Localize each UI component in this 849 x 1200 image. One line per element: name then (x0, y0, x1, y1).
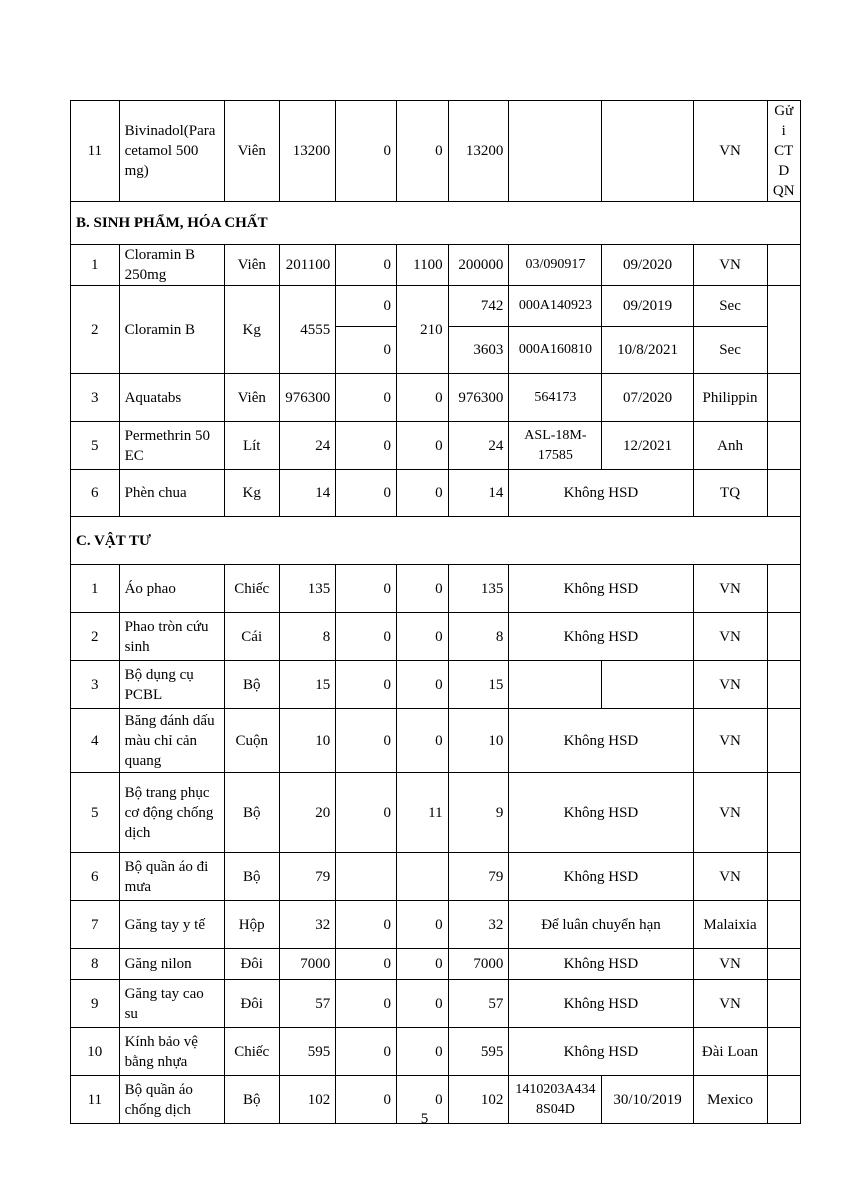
cell-name: Áo phao (119, 565, 224, 613)
cell-d: 10 (448, 709, 509, 773)
cell-d: 976300 (448, 374, 509, 422)
cell-stt: 11 (71, 101, 120, 202)
table-row (71, 661, 801, 709)
cell-expiry: Không HSD (509, 470, 693, 517)
cell-c: 0 (396, 1028, 448, 1076)
cell-origin: Malaixia (693, 901, 767, 949)
cell-note (767, 286, 801, 374)
cell-c: 0 (396, 661, 448, 709)
cell-name: Bộ quần áo đi mưa (119, 853, 224, 901)
cell-d: 57 (448, 980, 509, 1028)
cell-note: Gửi CTD QN (767, 101, 801, 202)
cell-c: 0 (396, 709, 448, 773)
table-row (71, 613, 801, 661)
cell-note (767, 422, 801, 470)
cell-d: 13200 (448, 101, 509, 202)
cell-note (767, 980, 801, 1028)
cell-e: 000A160810 (509, 327, 602, 374)
cell-stt: 3 (71, 661, 120, 709)
cell-b (336, 853, 397, 901)
cell-stt: 3 (71, 374, 120, 422)
cell-f: 09/2020 (602, 245, 693, 286)
cell-unit: Cái (224, 613, 279, 661)
cell-a: 20 (279, 773, 336, 853)
cell-e (509, 101, 602, 202)
cell-a: 976300 (279, 374, 336, 422)
cell-c: 0 (396, 949, 448, 980)
cell-stt: 9 (71, 980, 120, 1028)
cell-stt: 1 (71, 245, 120, 286)
cell-unit: Bộ (224, 853, 279, 901)
cell-stt: 7 (71, 901, 120, 949)
cell-stt: 10 (71, 1028, 120, 1076)
cell-expiry: Không HSD (509, 565, 693, 613)
cell-d: 15 (448, 661, 509, 709)
cell-a: 7000 (279, 949, 336, 980)
cell-expiry: Không HSD (509, 613, 693, 661)
cell-origin: VN (693, 980, 767, 1028)
section-header-row (71, 202, 801, 245)
cell-d: 24 (448, 422, 509, 470)
section-header-row (71, 517, 801, 565)
cell-unit: Viên (224, 374, 279, 422)
cell-name: Phao tròn cứu sinh (119, 613, 224, 661)
cell-unit: Lít (224, 422, 279, 470)
cell-origin: VN (693, 709, 767, 773)
cell-name: Bộ quần áo chống dịch (119, 1076, 224, 1124)
cell-expiry: Không HSD (509, 980, 693, 1028)
cell-a: 201100 (279, 245, 336, 286)
cell-d: 742 (448, 286, 509, 327)
table-row (71, 1028, 801, 1076)
cell-expiry: Không HSD (509, 949, 693, 980)
cell-a: 57 (279, 980, 336, 1028)
table-row (71, 949, 801, 980)
cell-a: 8 (279, 613, 336, 661)
cell-c (396, 853, 448, 901)
cell-name: Găng tay cao su (119, 980, 224, 1028)
cell-expiry: Không HSD (509, 853, 693, 901)
cell-origin: VN (693, 853, 767, 901)
cell-unit: Kg (224, 470, 279, 517)
cell-f: 10/8/2021 (602, 327, 693, 374)
cell-note (767, 613, 801, 661)
cell-a: 595 (279, 1028, 336, 1076)
cell-b: 0 (336, 709, 397, 773)
cell-b: 0 (336, 980, 397, 1028)
cell-a: 102 (279, 1076, 336, 1124)
cell-d: 135 (448, 565, 509, 613)
cell-stt: 6 (71, 853, 120, 901)
cell-origin: Đài Loan (693, 1028, 767, 1076)
cell-f: 09/2019 (602, 286, 693, 327)
cell-e: 000A140923 (509, 286, 602, 327)
table-row (71, 565, 801, 613)
cell-a: 4555 (279, 286, 336, 374)
cell-b: 0 (336, 773, 397, 853)
cell-b: 0 (336, 101, 397, 202)
cell-unit: Viên (224, 101, 279, 202)
cell-unit: Bộ (224, 661, 279, 709)
section-title-b: B. SINH PHẨM, HÓA CHẤT (71, 202, 801, 245)
cell-name: Phèn chua (119, 470, 224, 517)
cell-unit: Đôi (224, 949, 279, 980)
cell-c: 0 (396, 980, 448, 1028)
cell-origin: Anh (693, 422, 767, 470)
table-row (71, 245, 801, 286)
cell-unit: Cuộn (224, 709, 279, 773)
cell-name: Bộ trang phục cơ động chống dịch (119, 773, 224, 853)
cell-c: 0 (396, 470, 448, 517)
cell-unit: Kg (224, 286, 279, 374)
cell-a: 15 (279, 661, 336, 709)
cell-b: 0 (336, 1076, 397, 1124)
cell-d: 7000 (448, 949, 509, 980)
cell-b: 0 (336, 1028, 397, 1076)
cell-d: 102 (448, 1076, 509, 1124)
table-row (71, 286, 801, 327)
table-row (71, 422, 801, 470)
cell-d: 595 (448, 1028, 509, 1076)
cell-d: 79 (448, 853, 509, 901)
cell-c: 1100 (396, 245, 448, 286)
cell-name: Găng tay y tế (119, 901, 224, 949)
cell-stt: 11 (71, 1076, 120, 1124)
cell-name: Bivinadol(Paracetamol 500 mg) (119, 101, 224, 202)
cell-e: 1410203A4348S04D (509, 1076, 602, 1124)
cell-a: 24 (279, 422, 336, 470)
table-row (71, 374, 801, 422)
cell-unit: Viên (224, 245, 279, 286)
table-row (71, 470, 801, 517)
cell-e: ASL-18M-17585 (509, 422, 602, 470)
cell-note (767, 853, 801, 901)
cell-b: 0 (336, 327, 397, 374)
table-row (71, 101, 801, 202)
cell-name: Bộ dụng cụ PCBL (119, 661, 224, 709)
cell-a: 10 (279, 709, 336, 773)
cell-stt: 1 (71, 565, 120, 613)
cell-expiry: Để luân chuyển hạn (509, 901, 693, 949)
cell-c: 0 (396, 1076, 448, 1124)
cell-e (509, 661, 602, 709)
cell-origin: VN (693, 949, 767, 980)
cell-note (767, 1028, 801, 1076)
cell-stt: 8 (71, 949, 120, 980)
cell-origin: Philippin (693, 374, 767, 422)
cell-unit: Chiếc (224, 1028, 279, 1076)
cell-unit: Hộp (224, 901, 279, 949)
cell-origin: VN (693, 101, 767, 202)
cell-c: 0 (396, 565, 448, 613)
cell-expiry: Không HSD (509, 1028, 693, 1076)
cell-e: 03/090917 (509, 245, 602, 286)
cell-b: 0 (336, 613, 397, 661)
cell-origin: TQ (693, 470, 767, 517)
cell-d: 32 (448, 901, 509, 949)
cell-d: 3603 (448, 327, 509, 374)
cell-d: 200000 (448, 245, 509, 286)
cell-note (767, 470, 801, 517)
cell-b: 0 (336, 286, 397, 327)
cell-c: 0 (396, 901, 448, 949)
cell-origin: VN (693, 661, 767, 709)
cell-c: 0 (396, 613, 448, 661)
cell-unit: Bộ (224, 1076, 279, 1124)
cell-a: 79 (279, 853, 336, 901)
inventory-table-body (71, 101, 801, 1124)
cell-stt: 5 (71, 773, 120, 853)
cell-origin: Sec (693, 286, 767, 327)
cell-name: Cloramin B (119, 286, 224, 374)
cell-b: 0 (336, 901, 397, 949)
cell-unit: Bộ (224, 773, 279, 853)
cell-note (767, 901, 801, 949)
cell-stt: 2 (71, 286, 120, 374)
cell-f (602, 661, 693, 709)
cell-e: 564173 (509, 374, 602, 422)
cell-name: Permethrin 50 EC (119, 422, 224, 470)
cell-note (767, 949, 801, 980)
table-row (71, 901, 801, 949)
cell-expiry: Không HSD (509, 773, 693, 853)
cell-note (767, 565, 801, 613)
cell-name: Cloramin B 250mg (119, 245, 224, 286)
cell-a: 32 (279, 901, 336, 949)
cell-d: 14 (448, 470, 509, 517)
cell-origin: Mexico (693, 1076, 767, 1124)
section-title-c: C. VẬT TƯ (71, 517, 801, 565)
cell-b: 0 (336, 661, 397, 709)
cell-b: 0 (336, 374, 397, 422)
cell-origin: VN (693, 613, 767, 661)
cell-name: Găng nilon (119, 949, 224, 980)
page-number: 5 (420, 1111, 429, 1127)
cell-note (767, 661, 801, 709)
cell-note (767, 245, 801, 286)
cell-d: 8 (448, 613, 509, 661)
cell-a: 14 (279, 470, 336, 517)
cell-origin: Sec (693, 327, 767, 374)
cell-note (767, 773, 801, 853)
cell-d: 9 (448, 773, 509, 853)
cell-c: 0 (396, 422, 448, 470)
table-row (71, 980, 801, 1028)
table-row (71, 773, 801, 853)
table-row (71, 853, 801, 901)
cell-b: 0 (336, 470, 397, 517)
cell-stt: 6 (71, 470, 120, 517)
cell-f: 07/2020 (602, 374, 693, 422)
cell-note (767, 374, 801, 422)
cell-origin: VN (693, 565, 767, 613)
cell-name: Aquatabs (119, 374, 224, 422)
cell-origin: VN (693, 245, 767, 286)
cell-note (767, 709, 801, 773)
cell-a: 135 (279, 565, 336, 613)
cell-b: 0 (336, 565, 397, 613)
inventory-table (70, 100, 801, 1124)
cell-unit: Chiếc (224, 565, 279, 613)
cell-stt: 4 (71, 709, 120, 773)
cell-c: 0 (396, 101, 448, 202)
cell-name: Kính bảo vệ bằng nhựa (119, 1028, 224, 1076)
cell-name: Băng đánh dấu màu chỉ cản quang (119, 709, 224, 773)
cell-stt: 2 (71, 613, 120, 661)
cell-c: 210 (396, 286, 448, 374)
cell-expiry: Không HSD (509, 709, 693, 773)
cell-origin: VN (693, 773, 767, 853)
table-row (71, 709, 801, 773)
cell-b: 0 (336, 245, 397, 286)
cell-unit: Đôi (224, 980, 279, 1028)
cell-c: 11 (396, 773, 448, 853)
cell-f: 30/10/2019 (602, 1076, 693, 1124)
cell-f: 12/2021 (602, 422, 693, 470)
cell-a: 13200 (279, 101, 336, 202)
cell-b: 0 (336, 422, 397, 470)
cell-c: 0 (396, 374, 448, 422)
cell-b: 0 (336, 949, 397, 980)
cell-f (602, 101, 693, 202)
cell-stt: 5 (71, 422, 120, 470)
